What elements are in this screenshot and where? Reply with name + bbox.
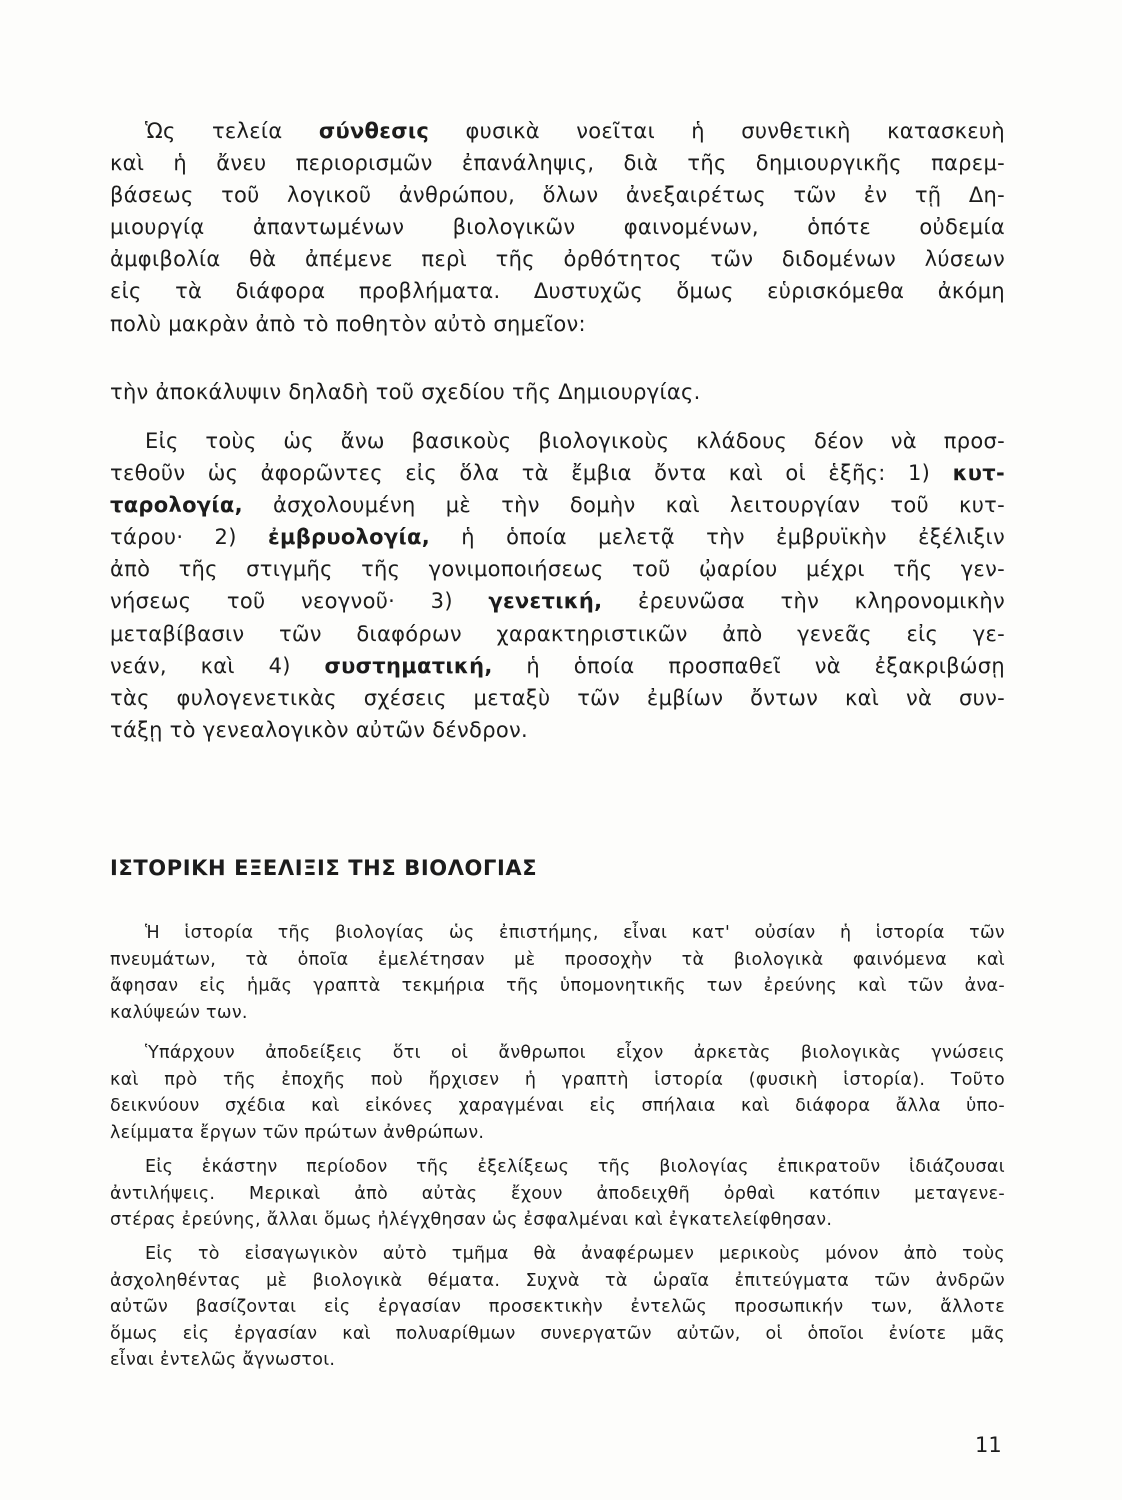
paragraph-history-intro (110, 920, 1005, 1026)
text-line: καὶ ἡ ἄνευ περιορισμῶν ἐπανάληψις, διὰ τῆς δημιουργικῆς παρεμ- (110, 151, 1005, 176)
paragraph-prehistoric (110, 1040, 1005, 1146)
text-line: μεταβίβασιν τῶν διαφόρων χαρακτηριστικῶν ἀπὸ γενεᾶς εἰς γε- (110, 621, 1005, 646)
text-line: ἀσχοληθέντας μὲ βιολογικὰ θέματα. Συχνὰ τὰ ὡραῖα ἐπιτεύγματα τῶν ἀνδρῶν (110, 1270, 1005, 1291)
text-line: νήσεως τοῦ νεογνοῦ· 3) γενετική, ἐρευνῶσα τὴν κληρονομικὴν (110, 589, 1006, 614)
text-line: ταρολογία, ἀσχολουμένη μὲ τὴν δομὴν καὶ λειτουργίαν τοῦ κυτ- (110, 493, 1005, 518)
paragraph-branches (110, 425, 1005, 746)
bold-term-embryology: ἐμβρυολογία, (267, 525, 430, 550)
paragraph-revelation (110, 376, 1005, 408)
text-line: καὶ πρὸ τῆς ἐποχῆς ποὺ ἤρχισεν ἡ γραπτὴ ἱστορία (φυσικὴ ἱστορία). Τοῦτο (110, 1069, 1005, 1090)
text-line: Ὡς τελεία σύνθεσις φυσικὰ νοεῖται ἡ συνθετικὴ κατασκευὴ (145, 119, 1005, 143)
text-line: Εἰς ἑκάστην περίοδον τῆς ἐξελίξεως τῆς βιολογίας ἐπικρατοῦν ἰδιάζουσαι (145, 1157, 1005, 1177)
text-line: τάξῃ τὸ γενεαλογικὸν αὐτῶν δένδρον. (110, 717, 528, 742)
bold-term-cytology: κυτ- (952, 461, 1005, 486)
text-line: ἄφησαν εἰς ἡμᾶς γραπτὰ τεκμήρια τῆς ὑπομονητικῆς των ἐρεύνης καὶ τῶν ἀνα- (110, 976, 1005, 997)
text-line: καλύψεών των. (110, 1002, 248, 1023)
text-line: τεθοῦν ὡς ἀφορῶντες εἰς ὅλα τὰ ἔμβια ὄντα καὶ οἱ ἑξῆς: 1) κυτ- (110, 461, 1005, 486)
paragraph-introductory-section (110, 1241, 1005, 1374)
text-line: μιουργίᾳ ἀπαντωμένων βιολογικῶν φαινομένων, ὁπότε οὐδεμία (110, 215, 1005, 240)
text-line: εἶναι ἐντελῶς ἄγνωστοι. (110, 1350, 336, 1371)
text-line: εἰς τὰ διάφορα προβλήματα. Δυστυχῶς ὅμως εὑρισκόμεθα ἀκόμη (110, 279, 1005, 304)
text-line: ἀπὸ τῆς στιγμῆς τῆς γονιμοποιήσεως τοῦ ᾠαρίου μέχρι τῆς γεν- (110, 557, 1005, 582)
bold-term-synthesis: σύνθεσις (318, 119, 430, 143)
text-line: αὐτῶν βασίζονται εἰς ἐργασίαν προσεκτικὴν ἐντελῶς προσωπικήν των, ἄλλοτε (110, 1297, 1005, 1318)
text-line: πολὺ μακρὰν ἀπὸ τὸ ποθητὸν αὐτὸ σημεῖον: (110, 311, 586, 336)
text-line: τὰς φυλογενετικὰς σχέσεις μεταξὺ τῶν ἐμβίων ὄντων καὶ νὰ συν- (110, 685, 1005, 710)
text-line: νεάν, καὶ 4) συστηματική, ἡ ὁποία προσπαθεῖ νὰ ἐξακριβώσῃ (110, 653, 1005, 678)
text-line: στέρας ἐρεύνης, ἄλλαι ὅμως ἠλέγχθησαν ὡς ἐσφαλμέναι καὶ ἐγκατελείφθησαν. (110, 1210, 833, 1231)
text-line: δεικνύουν σχέδια καὶ εἰκόνες χαραγμέναι εἰς σπήλαια καὶ διάφορα ἄλλα ὑπο- (110, 1096, 1005, 1117)
text-line: Εἰς τὸ εἰσαγωγικὸν αὐτὸ τμῆμα θὰ ἀναφέρωμεν μερικοὺς μόνον ἀπὸ τοὺς (145, 1244, 1005, 1264)
section-heading: ΙΣΤΟΡΙΚΗ ΕΞΕΛΙΞΙΣ ΤΗΣ ΒΙΟΛΟΓΙΑΣ (110, 856, 538, 880)
text-line: λείμματα ἔργων τῶν πρώτων ἀνθρώπων. (110, 1122, 485, 1143)
text-line: ἀμφιβολία θὰ ἀπέμενε περὶ τῆς ὀρθότητος τῶν διδομένων λύσεων (110, 247, 1005, 272)
text-line: βάσεως τοῦ λογικοῦ ἀνθρώπου, ὅλων ἀνεξαιρέτως τῶν ἐν τῇ Δη- (110, 183, 1005, 208)
paragraph-synthesis (110, 115, 1005, 340)
text-line: τάρου· 2) ἐμβρυολογία, ἡ ὁποία μελετᾷ τὴν ἐμβρυϊκὴν ἐξέλιξιν (110, 525, 1005, 550)
text-line: τὴν ἀποκάλυψιν δηλαδὴ τοῦ σχεδίου τῆς Δημιουργίας. (110, 380, 701, 404)
text-line: ἀντιλήψεις. Μερικαὶ ἀπὸ αὐτὰς ἔχουν ἀποδειχθῆ ὀρθαὶ κατόπιν μεταγενε- (110, 1183, 1005, 1204)
bold-term-cytology-end: ταρολογία, (110, 493, 243, 518)
bold-term-systematics: συστηματική, (324, 653, 493, 678)
text-line: Ὑπάρχουν ἀποδείξεις ὅτι οἱ ἄνθρωποι εἶχον ἀρκετὰς βιολογικὰς γνώσεις (145, 1043, 1005, 1063)
text-line: πνευμάτων, τὰ ὁποῖα ἐμελέτησαν μὲ προσοχὴν τὰ βιολογικὰ φαινόμενα καὶ (110, 949, 1005, 970)
bold-term-genetics: γενετική, (488, 589, 603, 614)
text-line: ὅμως εἰς ἐργασίαν καὶ πολυαρίθμων συνεργατῶν αὐτῶν, οἱ ὁποῖοι ἐνίοτε μᾶς (110, 1323, 1005, 1344)
page-number: 11 (975, 1433, 1002, 1457)
paragraph-periods (110, 1154, 1005, 1234)
text-line: Ἡ ἱστορία τῆς βιολογίας ὡς ἐπιστήμης, εἶναι κατ' οὐσίαν ἡ ἱστορία τῶν (145, 923, 1005, 943)
text-line: Εἰς τοὺς ὡς ἄνω βασικοὺς βιολογικοὺς κλάδους δέον νὰ προσ- (145, 429, 1005, 453)
